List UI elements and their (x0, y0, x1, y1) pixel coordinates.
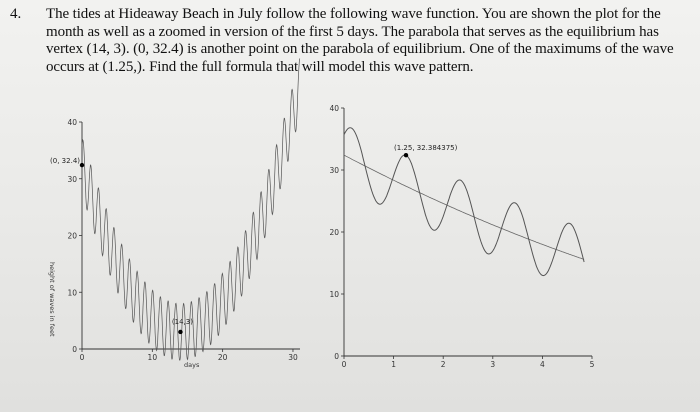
x-tick-label: 30 (288, 353, 298, 362)
y-tick-label: 20 (329, 228, 339, 237)
zoom-wave-line (344, 128, 584, 276)
month-x-axis-label: days (184, 361, 200, 369)
x-tick-label: 1 (391, 360, 396, 369)
x-tick-label: 20 (217, 353, 228, 362)
month-y-axis-label: height of waves in feet (48, 262, 56, 337)
annotation-point (178, 330, 182, 334)
annotation-label: (0, 32.4) (50, 157, 80, 166)
annotation-point (404, 153, 408, 157)
x-tick-label: 4 (540, 360, 545, 369)
x-tick-label: 0 (79, 353, 85, 362)
y-tick-label: 0 (72, 345, 77, 354)
x-tick-label: 2 (440, 360, 446, 369)
month-wave-line (79, 59, 300, 362)
x-tick-label: 10 (147, 353, 158, 362)
y-tick-label: 20 (67, 231, 77, 241)
y-tick-label: 40 (329, 104, 339, 113)
y-tick-label: 10 (67, 288, 77, 298)
y-tick-label: 0 (334, 352, 339, 361)
month-chart (48, 59, 300, 369)
zoom-chart (329, 104, 594, 369)
y-tick-label: 10 (329, 290, 339, 299)
problem-number: 4. (10, 6, 22, 22)
x-tick-label: 0 (341, 360, 347, 369)
zoom-equilibrium-line (344, 155, 584, 259)
annotation-point (80, 163, 84, 167)
y-tick-label: 30 (329, 166, 339, 175)
x-tick-label: 3 (490, 360, 496, 369)
y-tick-label: 40 (67, 118, 77, 127)
x-tick-label: 5 (589, 360, 595, 369)
problem-statement: The tides at Hideaway Beach in July follow the following wave function. You are shown the plot for the month as well as a zoomed in version of the first 5 days. The parabola that serves as the equilibrium has vertex (14, 3). (0, 32.4) is another point on the parabola of equilibrium. One of the maximums of the wave occurs at (1.25,). Find the full formula that will model this wave pattern. (46, 6, 674, 75)
annotation-label: (14,3) (171, 317, 193, 326)
annotation-label: (1.25, 32.384375) (394, 144, 458, 153)
zoom-ticks (329, 104, 594, 369)
y-tick-label: 30 (67, 174, 77, 184)
